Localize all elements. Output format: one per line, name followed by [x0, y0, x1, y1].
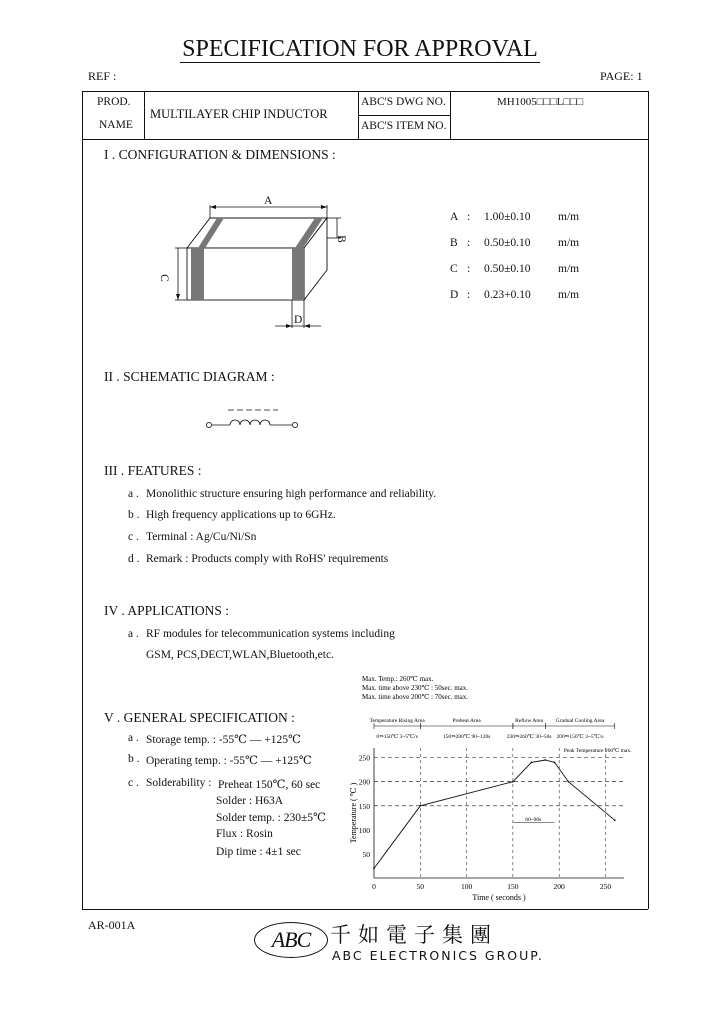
product-name: MULTILAYER CHIP INDUCTOR	[150, 107, 328, 121]
applications-line-1: RF modules for telecommunication systems including	[146, 628, 395, 640]
name-label: NAME	[99, 119, 133, 131]
y-axis-label: Temperature ( ℃ )	[349, 782, 358, 844]
y-tick-label: 100	[358, 825, 370, 835]
solder-dip-time: Dip time : 4±1 sec	[216, 846, 301, 858]
list-bullet: b .	[128, 753, 140, 765]
form-code: AR-001A	[88, 918, 136, 932]
profile-point	[512, 781, 514, 783]
profile-point	[373, 867, 375, 869]
dim-row-label: A	[450, 211, 459, 223]
company-logo: ABC	[254, 922, 328, 958]
chip-dimension-drawing	[155, 190, 355, 335]
profile-point	[554, 762, 556, 764]
company-name-en: ABC ELECTRONICS GROUP.	[332, 948, 544, 963]
zone-name: Temperature Rising Area	[369, 718, 425, 724]
x-tick-label: 50	[416, 882, 425, 891]
solderability-label: Solderability :	[146, 777, 212, 789]
inductor-symbol	[200, 404, 310, 436]
list-bullet: a .	[128, 628, 139, 640]
y-tick-label: 150	[358, 801, 370, 811]
reflow-profile-chart	[340, 672, 640, 902]
chart-title-line: Max. time above 200℃ : 70sec. max.	[362, 693, 469, 701]
solder-flux: Flux : Rosin	[216, 828, 273, 840]
profile-point	[531, 762, 533, 764]
section-applications-title: IV . APPLICATIONS :	[104, 603, 230, 618]
x-tick-label: 200	[553, 882, 565, 891]
zone-name: Gradual Cooling Area	[555, 718, 605, 724]
list-text: Terminal : Ag/Cu/Ni/Sn	[146, 531, 257, 543]
y-tick-label: 50	[362, 849, 370, 859]
ref-label: REF :	[88, 69, 117, 83]
zone-value: 230⇒260℃ 30~50s	[506, 734, 552, 740]
frame-right	[648, 91, 649, 909]
dim-row-label: B	[450, 237, 458, 249]
list-bullet: d .	[128, 553, 140, 565]
dim-row-value: 0.50±0.10	[484, 263, 531, 275]
dim-label-c: C	[157, 274, 170, 282]
section-features-title: III . FEATURES :	[104, 463, 202, 478]
list-bullet: a .	[128, 488, 139, 500]
zone-name: Preheat Area	[452, 718, 481, 724]
section-schematic-title: II . SCHEMATIC DIAGRAM :	[104, 369, 275, 384]
dim-row-sep: :	[467, 289, 471, 301]
solder-temp: Solder temp. : 230±5℃	[216, 812, 326, 824]
prod-label: PROD.	[97, 96, 131, 108]
list-bullet: a .	[128, 732, 139, 744]
dwg-value: MH1005□□□L□□□	[497, 96, 584, 108]
x-axis-label: Time ( seconds )	[472, 893, 526, 902]
list-text: Monolithic structure ensuring high performance and reliability.	[146, 488, 437, 500]
inner-annotation: 60~90s	[525, 817, 542, 824]
y-tick-label: 250	[358, 753, 370, 763]
dim-row-sep: :	[467, 237, 471, 249]
dim-row-value: 0.23+0.10	[484, 289, 531, 301]
frame-bottom	[82, 909, 648, 910]
dim-row-value: 1.00±0.10	[484, 211, 531, 223]
dim-row-unit: m/m	[558, 211, 580, 223]
peak-annotation: Peak Temperature 260℃ max.	[563, 747, 632, 754]
list-text: Remark : Products comply with RoHS' requirements	[146, 553, 389, 565]
zone-name: Reflow Area	[515, 718, 544, 724]
dim-label-a: A	[264, 195, 273, 207]
dwg-label: ABC'S DWG NO.	[361, 96, 446, 108]
dim-row-sep: :	[467, 211, 471, 223]
frame-left	[82, 139, 83, 909]
x-tick-label: 150	[507, 882, 519, 891]
document-title: SPECIFICATION FOR APPROVAL	[182, 36, 538, 62]
section-general-title: V . GENERAL SPECIFICATION :	[104, 710, 295, 725]
item-label: ABC'S ITEM NO.	[361, 120, 447, 132]
dim-row-label: C	[450, 263, 458, 275]
dim-row-unit: m/m	[558, 263, 580, 275]
y-tick-label: 200	[358, 777, 370, 787]
list-bullet: c .	[128, 777, 139, 789]
zone-value: 0⇒150℃ 3~5℃/s	[376, 734, 418, 740]
x-tick-label: 250	[599, 882, 612, 891]
x-tick-label: 100	[460, 882, 473, 891]
section-config-title: I . CONFIGURATION & DIMENSIONS :	[104, 147, 336, 162]
chart-title-line: Max. time above 230℃ : 50sec. max.	[362, 684, 469, 692]
list-bullet: b .	[128, 509, 140, 521]
page-label: PAGE: 1	[600, 69, 643, 83]
profile-point	[568, 781, 570, 783]
dim-row-value: 0.50±0.10	[484, 237, 531, 249]
zone-value: 200⇒150℃ 3~5℃/s	[556, 734, 604, 740]
profile-point	[614, 819, 616, 821]
company-name-cn: 千如電子集團	[330, 923, 498, 947]
profile-line	[374, 760, 615, 868]
solder-preheat: Preheat 150℃, 60 sec	[218, 779, 321, 791]
dim-label-d: D	[294, 314, 303, 326]
zone-value: 150⇒200℃ 90~120s	[442, 734, 491, 740]
dim-row-sep: :	[467, 263, 471, 275]
storage-temp: Storage temp. : -55℃ — +125℃	[146, 734, 301, 746]
dim-row-unit: m/m	[558, 237, 580, 249]
x-tick-label: 0	[372, 882, 376, 891]
list-bullet: c .	[128, 531, 139, 543]
dim-row-label: D	[450, 289, 459, 301]
profile-point	[419, 805, 421, 807]
chart-title-line: Max. Temp.: 260℃ max.	[362, 675, 434, 683]
applications-line-2: GSM, PCS,DECT,WLAN,Bluetooth,etc.	[146, 649, 334, 661]
list-text: High frequency applications up to 6GHz.	[146, 509, 336, 521]
dim-label-b: B	[334, 235, 347, 243]
profile-point	[544, 759, 546, 761]
solder-type: Solder : H63A	[216, 795, 284, 807]
operating-temp: Operating temp. : -55℃ — +125℃	[146, 755, 312, 767]
dim-row-unit: m/m	[558, 289, 580, 301]
